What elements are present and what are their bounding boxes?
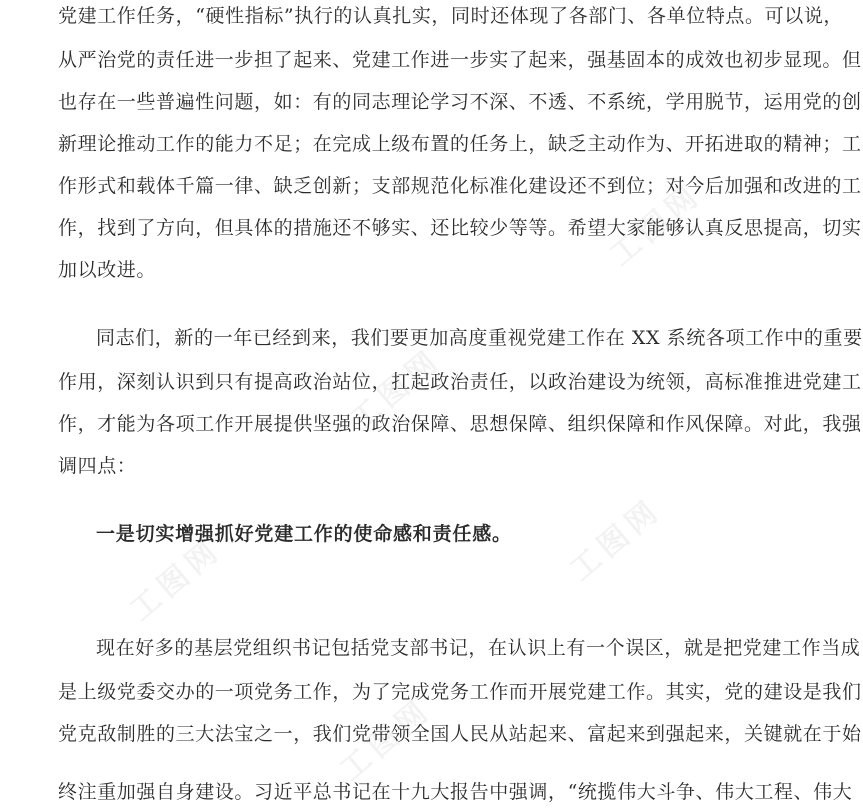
paragraph-line: 调四点：	[58, 455, 137, 477]
paragraph-line: 也存在一些普遍性问题，如：有的同志理论学习不深、不透、不系统，学用脱节，运用党的创	[58, 91, 862, 113]
paragraph-line: 现在好多的基层党组织书记包括党支部书记，在认识上有一个误区，就是把党建工作当成	[96, 637, 861, 659]
watermark: 工图网	[123, 531, 229, 629]
section-heading: 一是切实增强抓好党建工作的使命感和责任感。	[96, 523, 512, 545]
watermark: 工图网	[333, 691, 439, 789]
paragraph-line: 同志们，新的一年已经到来，我们要更加高度重视党建工作在 XX 系统各项工作中的重要	[96, 327, 863, 349]
paragraph-line: 是上级党委交办的一项党务工作，为了完成党务工作而开展党建工作。其实，党的建设是我们	[58, 681, 862, 703]
paragraph-line: 作，找到了方向，但具体的措施还不够实、还比较少等等。希望大家能够认真反思提高，切实	[58, 217, 862, 239]
paragraph-line: 作用，深刻认识到只有提高政治站位，扛起政治责任，以政治建设为统领，高标准推进党建工	[58, 371, 862, 393]
paragraph-line: 党克敌制胜的三大法宝之一，我们党带领全国人民从站起来、富起来到强起来，关键就在于始	[58, 723, 862, 745]
paragraph-line: 从严治党的责任进一步担了起来、党建工作进一步实了起来，强基固本的成效也初步显现。但	[58, 49, 862, 71]
paragraph-line: 终注重加强自身建设。习近平总书记在十九大报告中强调，“统揽伟大斗争、伟大工程、伟大	[58, 781, 853, 803]
watermark: 工图网	[343, 341, 449, 439]
watermark: 工图网	[563, 491, 669, 589]
paragraph-line: 作形式和载体千篇一律、缺乏创新；支部规范化标准化建设还不到位；对今后加强和改进的工	[58, 175, 862, 197]
paragraph-line: 作，才能为各项工作开展提供坚强的政治保障、思想保障、组织保障和作风保障。对此，我强	[58, 413, 862, 435]
paragraph-line: 党建工作任务，“硬性指标”执行的认真扎实，同时还体现了各部门、各单位特点。可以说，	[58, 5, 844, 27]
watermark: 工图网	[603, 176, 709, 274]
paragraph-line: 加以改进。	[58, 259, 157, 281]
paragraph-line: 新理论推动工作的能力不足；在完成上级布置的任务上，缺乏主动作为、开拓进取的精神；工	[58, 133, 862, 155]
